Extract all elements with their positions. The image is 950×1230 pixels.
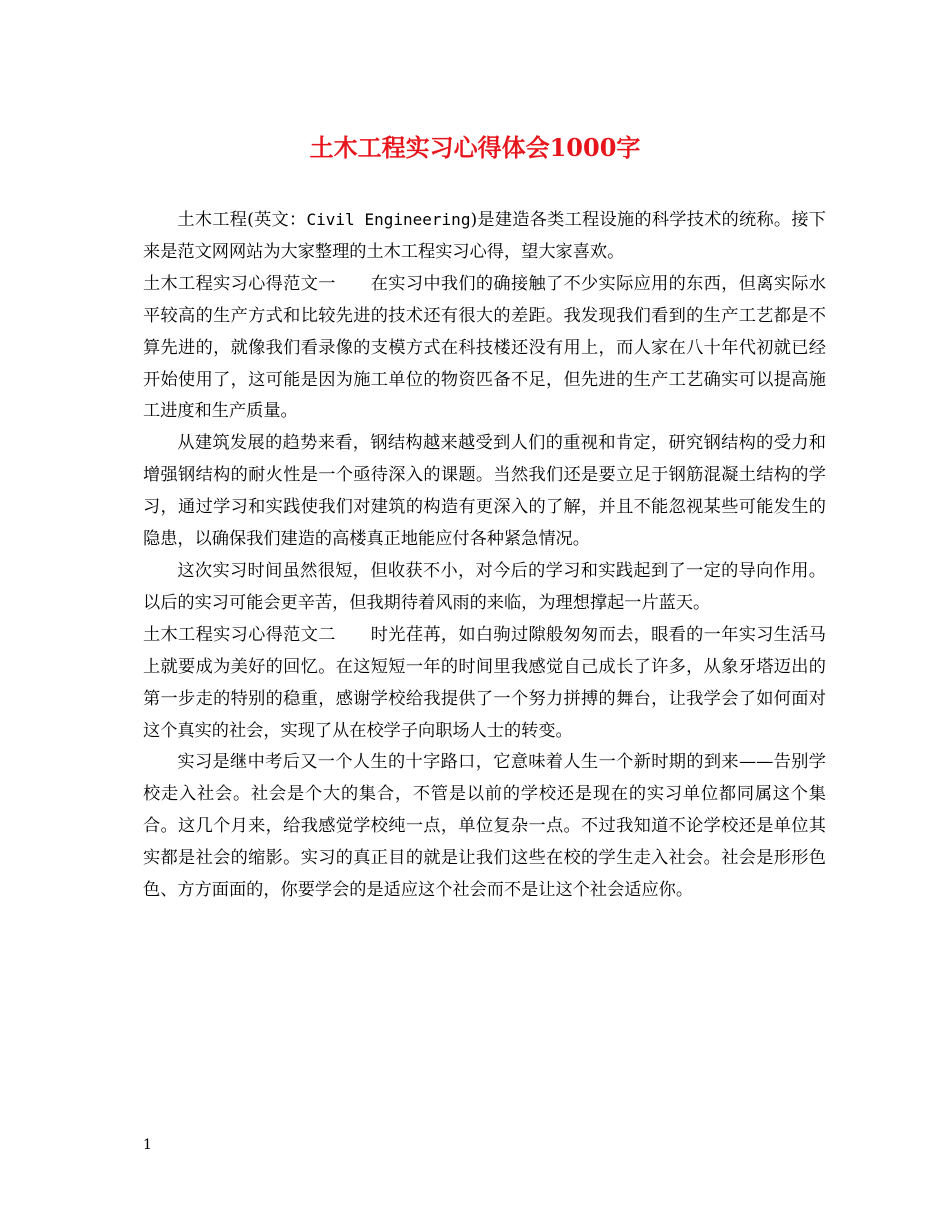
document-title: 土木工程实习心得体会1000字 bbox=[309, 133, 641, 162]
sample-two-paragraph: 土木工程实习心得范文二 时光荏苒，如白驹过隙般匆匆而去，眼看的一年实习生活马上就要成为美好的回忆。在这短短一年的时间里我感觉自己成长了许多，从象牙塔迈出的第一步走的特别的稳重，感谢学校给我提供了一个努力拼搏的舞台，让我学会了如何面对这个真实的社会，实现了从在校学子向职场人士的转变。 bbox=[143, 624, 826, 741]
internship-summary-paragraph: 这次实习时间虽然很短，但收获不小，对今后的学习和实践起到了一定的导向作用。以后的实习可能会更辛苦，但我期待着风雨的来临，为理想撑起一片蓝天。 bbox=[143, 560, 826, 613]
page-number: 1 bbox=[143, 1137, 152, 1153]
intro-text-start: 土木工程(英文： bbox=[177, 210, 307, 230]
sample-one-paragraph: 土木工程实习心得范文一 在实习中我们的确接触了不少实际应用的东西，但离实际水平较高的生产方式和比较先进的技术还有很大的差距。我发现我们看到的生产工艺都是不算先进的，就像我们看录像的支模方式在科技楼还没有用上，而人家在八十年代初就已经开始使用了，这可能是因为施工单位的物资匹备不足，但先进的生产工艺确实可以提高施工进度和生产质量。 bbox=[143, 273, 826, 422]
intro-text-end: )是建造各类工程设施的科学技术的统称。接下来是范文网网站为大家整理的土木工程实习心得，望大家喜欢。 bbox=[143, 210, 826, 262]
document-body bbox=[143, 204, 826, 907]
society-paragraph: 实习是继中考后又一个人生的十字路口，它意味着人生一个新时期的到来——告别学校走入社会。社会是个大的集合，不管是以前的学校还是现在的实习单位都同属这个集合。这几个月来，给我感觉学校纯一点，单位复杂一点。不过我知道不论学校还是单位其实都是社会的缩影。实习的真正目的就是让我们这些在校的学生走入社会。社会是形形色色、方方面面的，你要学会的是适应这个社会而不是让这个社会适应你。 bbox=[143, 752, 826, 901]
intro-paragraph bbox=[143, 204, 826, 269]
steel-structure-paragraph: 从建筑发展的趋势来看，钢结构越来越受到人们的重视和肯定，研究钢结构的受力和增强钢结构的耐火性是一个亟待深入的课题。当然我们还是要立足于钢筋混凝土结构的学习，通过学习和实践使我们对建筑的构造有更深入的了解，并且不能忽视某些可能发生的隐患，以确保我们建造的高楼真正地能应付各种紧急情况。 bbox=[143, 433, 826, 550]
intro-english-term: Civil Engineering bbox=[306, 210, 471, 229]
